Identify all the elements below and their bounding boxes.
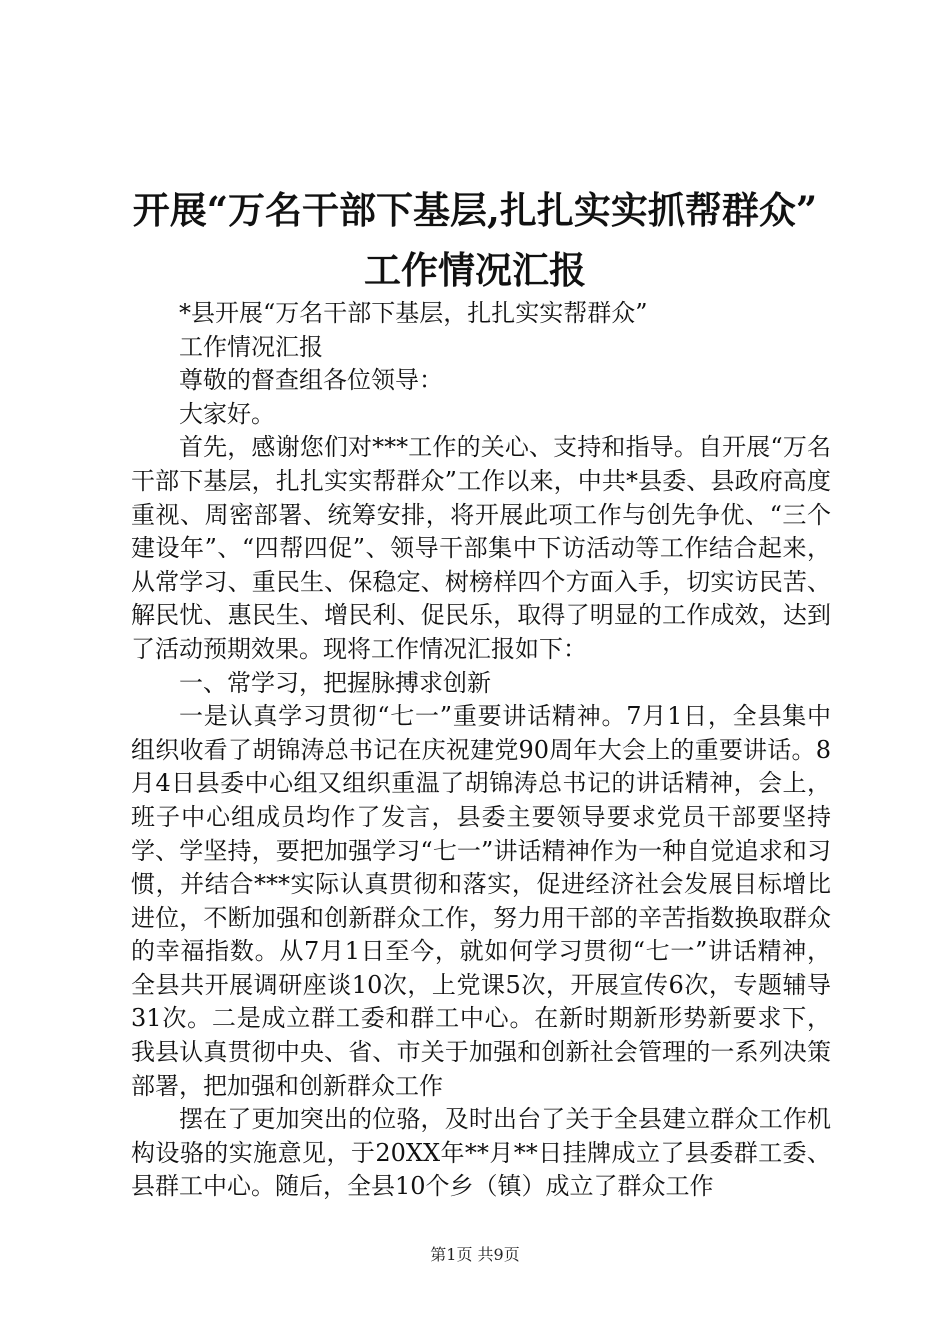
- greeting: 大家好。: [179, 399, 275, 428]
- document-title-line-1: 开展“万名干部下基层,扎扎实实抓帮群众”: [132, 188, 818, 232]
- body-paragraph-1: 一是认真学习贯彻“七一”重要讲话精神。7月1日，全县集中组织收看了胡锦涛总书记在庆祝建党90周年大会上的重要讲话。8月4日县委中心组又组织重温了胡锦涛总书记的讲话精神，会上，班子中心组成员均作了发言，县委主要领导要求党员干部要坚持学、学坚持，要把加强学习“七一”讲话精神作为一种自觉追求和习惯，并结合***实际认真贯彻和落实，促进经济社会发展目标增比进位，不断加强和创新群众工作，努力用干部的辛苦指数换取群众的幸福指数。从7月1日至今，就如何学习贯彻“七一”讲话精神，全县共开展调研座谈10次，上党课5次，开展宣传6次，专题辅导31次。二是成立群工委和群工中心。在新时期新形势新要求下，我县认真贯彻中央、省、市关于加强和创新社会管理的一系列决策部署，把加强和创新群众工作: [131, 702, 831, 1100]
- document-title-line-2: 工作情况汇报: [364, 248, 586, 292]
- intro-paragraph: 首先，感谢您们对***工作的关心、支持和指导。自开展“万名干部下基层，扎扎实实帮群众”工作以来，中共*县委、县政府高度重视、周密部署、统筹安排，将开展此项工作与创先争优、“三个建设年”、“四帮四促”、领导干部集中下访活动等工作结合起来，从常学习、重民生、保稳定、树榜样四个方面入手，切实访民苦、解民忧、惠民生、增民利、促民乐，取得了明显的工作成效，达到了活动预期效果。现将工作情况汇报如下：: [131, 433, 831, 663]
- subtitle-line-2: 工作情况汇报: [179, 332, 323, 361]
- body-paragraph-2: 摆在了更加突出的位骆，及时出台了关于全县建立群众工作机构设骆的实施意见，于20XX年**月**日挂牌成立了县委群工委、县群工中心。随后，全县10个乡（镇）成立了群众工作: [131, 1105, 831, 1201]
- salutation: 尊敬的督查组各位领导：: [179, 366, 443, 395]
- section-heading-1: 一、常学习，把握脉搏求创新: [179, 668, 491, 697]
- subtitle-line-1: *县开展“万名干部下基层，扎扎实实帮群众”: [179, 299, 648, 327]
- document-body: [131, 297, 831, 1204]
- page-footer: 第1页 共9页: [430, 1245, 520, 1264]
